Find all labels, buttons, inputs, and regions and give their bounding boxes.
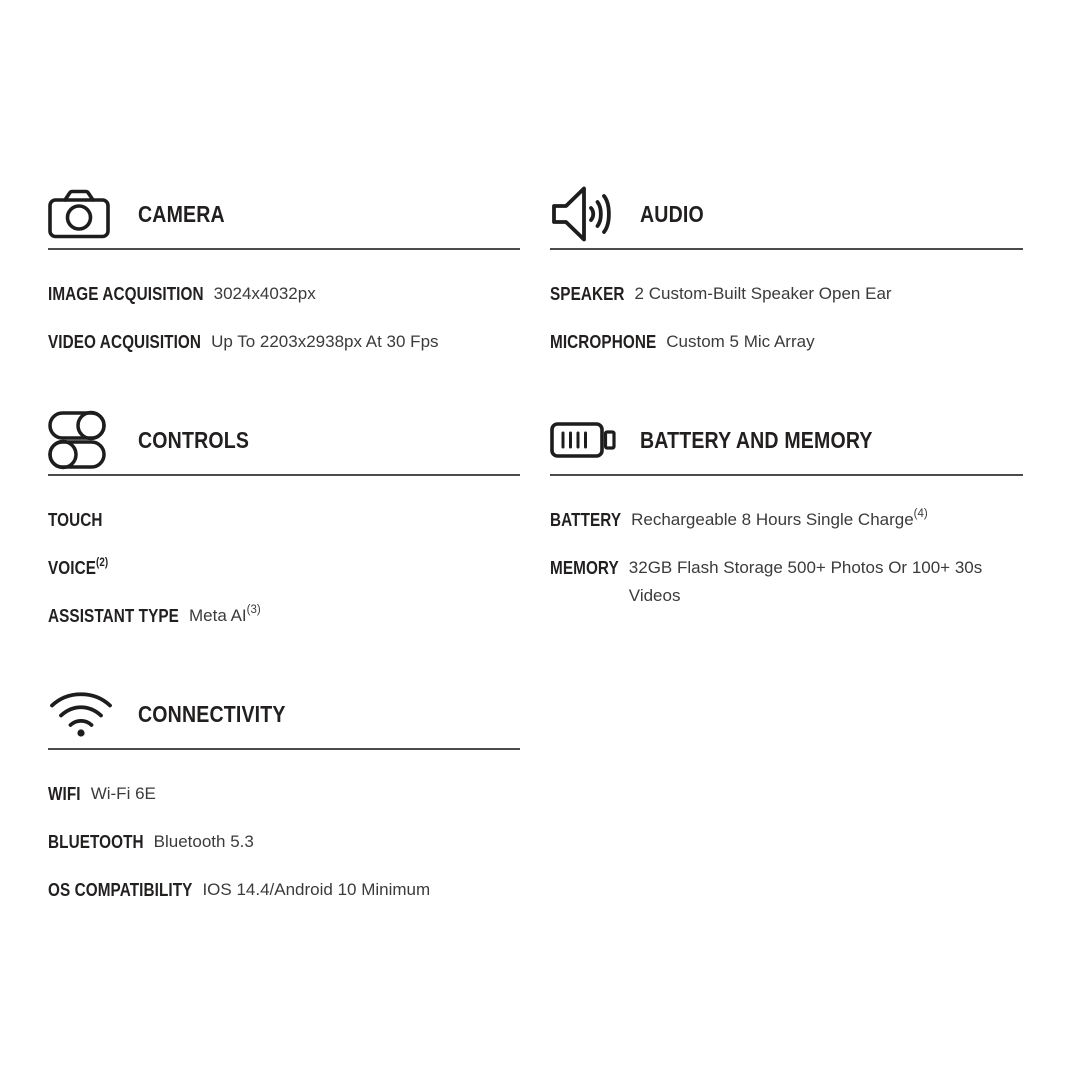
spec-label: MICROPHONE bbox=[550, 332, 657, 352]
toggle-switches-icon bbox=[48, 409, 138, 471]
section-title: CONNECTIVITY bbox=[138, 700, 286, 727]
spec-row bbox=[48, 328, 520, 356]
spec-row bbox=[48, 506, 520, 534]
section-connectivity bbox=[48, 680, 520, 904]
spec-label: BATTERY bbox=[550, 510, 622, 530]
spec-row bbox=[550, 328, 1023, 356]
section-camera-rows bbox=[48, 250, 520, 356]
spec-label: VOICE$^{(2)}$ bbox=[48, 557, 109, 578]
spec-value: 32GB Flash Storage 500+ Photos Or 100+ 30s Videos bbox=[628, 558, 983, 605]
spec-row bbox=[48, 828, 520, 856]
spec-value: Up To 2203x2938px At 30 Fps bbox=[211, 332, 439, 351]
section-battery-memory-header bbox=[550, 406, 1023, 476]
section-controls-rows bbox=[48, 476, 520, 630]
section-camera-header bbox=[48, 180, 520, 250]
spec-label: ASSISTANT TYPE bbox=[48, 606, 179, 626]
section-audio-rows bbox=[550, 250, 1023, 356]
spec-row bbox=[48, 780, 520, 808]
spec-label: TOUCH bbox=[48, 510, 103, 530]
left-column bbox=[48, 0, 520, 1080]
spec-label: MEMORY bbox=[550, 558, 619, 578]
spec-label: BLUETOOTH bbox=[48, 832, 144, 852]
battery-icon bbox=[550, 421, 640, 459]
section-audio bbox=[550, 180, 1023, 356]
spec-value: Bluetooth 5.3 bbox=[153, 832, 254, 851]
spec-row bbox=[48, 280, 520, 308]
spec-label: IMAGE ACQUISITION bbox=[48, 284, 204, 304]
spec-value: Wi-Fi 6E bbox=[90, 784, 156, 803]
spec-label: SPEAKER bbox=[550, 284, 625, 304]
spec-row bbox=[550, 506, 1023, 534]
speaker-icon bbox=[550, 185, 640, 243]
section-title: CONTROLS bbox=[138, 426, 250, 453]
spec-value: Rechargeable 8 Hours Single Charge$^{(4)}$ bbox=[631, 508, 928, 529]
section-controls-header bbox=[48, 406, 520, 476]
section-title: CAMERA bbox=[138, 200, 225, 227]
spec-row bbox=[550, 280, 1023, 308]
spec-row bbox=[48, 554, 520, 582]
footnote-marker: (4) bbox=[913, 508, 928, 521]
section-connectivity-header bbox=[48, 680, 520, 750]
footnote-marker: (2) bbox=[96, 557, 109, 569]
section-title: AUDIO bbox=[640, 200, 704, 227]
section-title: BATTERY AND MEMORY bbox=[640, 426, 873, 453]
section-connectivity-rows bbox=[48, 750, 520, 904]
spec-value: IOS 14.4/Android 10 Minimum bbox=[202, 880, 431, 899]
section-battery-memory bbox=[550, 406, 1023, 610]
spec-label: VIDEO ACQUISITION bbox=[48, 332, 202, 352]
section-audio-header bbox=[550, 180, 1023, 250]
section-camera bbox=[48, 180, 520, 356]
spec-value: Meta AI$^{(3)}$ bbox=[189, 604, 261, 625]
wifi-icon bbox=[48, 689, 138, 739]
spec-value: 3024x4032px bbox=[213, 284, 316, 303]
spec-value: Custom 5 Mic Array bbox=[666, 332, 815, 351]
section-battery-memory-rows bbox=[550, 476, 1023, 610]
right-column bbox=[550, 0, 1023, 1080]
spec-row bbox=[48, 602, 520, 630]
spec-row bbox=[550, 554, 1023, 610]
spec-label: OS COMPATIBILITY bbox=[48, 880, 193, 900]
footnote-marker: (3) bbox=[246, 604, 261, 617]
section-controls bbox=[48, 406, 520, 630]
camera-icon bbox=[48, 189, 138, 239]
spec-row bbox=[48, 876, 520, 904]
spec-value: 2 Custom-Built Speaker Open Ear bbox=[634, 284, 892, 303]
spec-label: WIFI bbox=[48, 784, 81, 804]
